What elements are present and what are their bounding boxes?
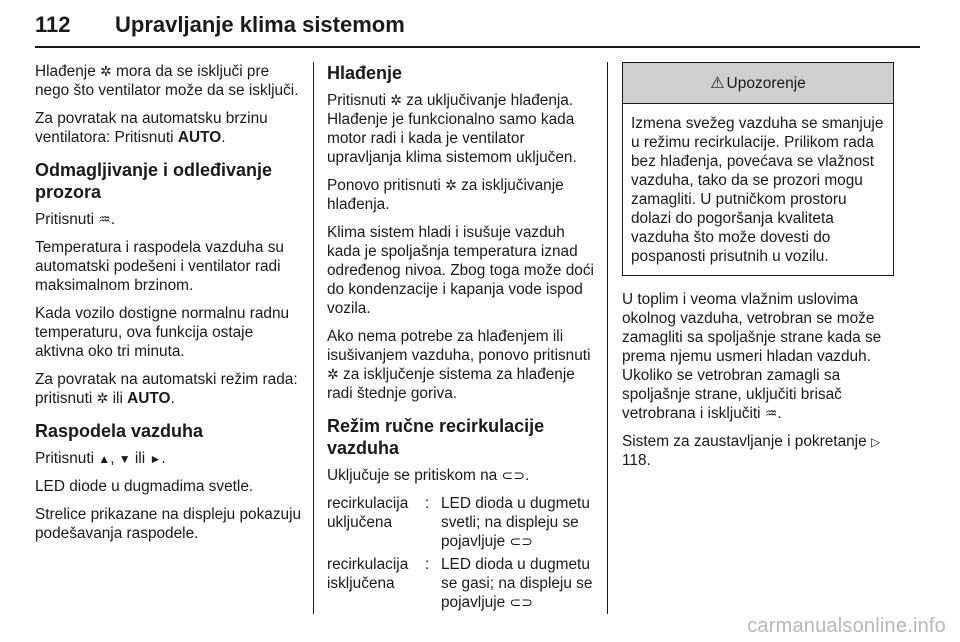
right-arrow-icon: ► [149,452,162,466]
paragraph: LED diode u dugmadima svetle. [35,478,254,495]
page-header [35,4,920,48]
auto-label: AUTO [127,390,171,407]
watermark: carmanualsonline.info [747,615,946,637]
down-arrow-icon: ▼ [118,452,131,466]
warning-title: Upozorenje [726,74,806,92]
state-label: recirkulacija isključena [327,556,409,592]
paragraph: Pritisnuti ✲ za uključivanje hlađenja. Hlađenje je funkcionalno samo kada motor radi i kada je ventilator upravljanja klima sistemom uključen. [327,92,577,166]
recirculation-off-icon: ⊂⊃ [509,594,533,610]
separator: : [425,556,430,573]
list-item [327,494,599,551]
auto-label: AUTO [177,129,222,146]
column-1 [35,62,305,552]
page-reference[interactable]: 118 [622,452,647,469]
page-ref-icon: ▷ [870,435,881,449]
column-3 [622,62,894,479]
section-heading-cooling: Hlađenje [327,63,403,83]
paragraph: Za povratak na automatski režim rada: pritisnuti ✲ ili AUTO. [35,371,298,407]
paragraph: Temperatura i raspodela vazduha su automatski podešeni i ventilator radi maksimalnom brzinom. [35,239,284,294]
recirculation-icon: ⊂⊃ [501,467,525,483]
paragraph: U toplim i veoma vlažnim uslovima okolnog vazduha, vetrobran se može zamagliti sa spoljašnje strane kada se prema njemu usmeri hladan vazduh. Ukoliko se vetrobran zamagli sa spoljašnje strane, uključiti brisač vetrobrana i isključiti ♒. [622,291,882,422]
paragraph: Hlađenje ✲ mora da se isključi pre nego što ventilator može da se isključi. [35,63,299,99]
column-divider-1 [313,62,314,614]
separator: : [425,495,430,512]
section-heading-distribution: Raspodela vazduha [35,421,204,441]
column-divider-2 [607,62,608,614]
paragraph: Pritisnuti ♒. [35,211,116,228]
recirculation-on-icon: ⊂⊃ [509,533,533,549]
paragraph: Ako nema potrebe za hlađenjem ili isušivanjem vazduha, ponovo pritisnuti ✲ za isključenje sistema za hlađenje radi štednje goriva. [327,328,591,402]
warning-header [623,63,893,104]
list-item [327,555,599,612]
paragraph: Klima sistem hladi i isušuje vazduh kada je spoljašnja temperatura iznad određenog nivoa. Zbog toga može doći do kondenzacije i kapanja vode ispod vozila. [327,224,594,317]
state-description: LED dioda u dugmetu se gasi; na displeju se pojavljuje ⊂⊃ [441,556,593,611]
state-label: recirkulacija uključena [327,495,409,531]
warning-icon: ⚠ [710,74,725,92]
page-title: Upravljanje klima sistemom [115,12,405,37]
warning-box [622,62,894,276]
snowflake-icon: ✲ [100,63,112,79]
snowflake-icon: ✲ [96,390,109,406]
paragraph: Strelice prikazane na displeju pokazuju podešavanja raspodele. [35,506,302,542]
paragraph: Pritisnuti ▲, ▼ ili ►. [35,450,166,467]
snowflake-icon: ✲ [390,92,403,108]
paragraph: Za povratak na automatsku brzinu ventilatora: Pritisnuti AUTO. [35,110,268,146]
up-arrow-icon: ▲ [98,452,111,466]
paragraph: Ponovo pritisnuti ✲ za isključivanje hlađenja. [327,177,564,213]
column-2 [327,62,599,616]
snowflake-icon: ✲ [445,177,457,193]
paragraph: Sistem za zaustavljanje i pokretanje ▷ 118. [622,433,881,469]
section-heading-recirculation: Režim ručne recirkulacije vazduha [327,416,545,458]
state-description: LED dioda u dugmetu svetli; na displeju se pojavljuje ⊂⊃ [441,495,590,550]
snowflake-icon: ✲ [327,366,339,382]
defrost-icon: ♒ [98,211,111,227]
paragraph: Uključuje se pritiskom na ⊂⊃. [327,467,530,484]
warning-text: Izmena svežeg vazduha se smanjuje u režimu recirkulacije. Prilikom rada bez hlađenja, povećava se vlažnost vazduha, tako da se prozori mogu zamagliti. U putničkom prostoru dolazi do pogoršanja kvaliteta vazduha što može dovesti do pospanosti prisutnih u vozilu. [631,115,884,265]
defrost-icon: ♒ [764,405,778,421]
page-number: 112 [35,12,71,37]
paragraph: Kada vozilo dostigne normalnu radnu temperaturu, ova funkcija ostaje aktivna oko tri minuta. [35,305,290,360]
section-heading-defrost: Odmagljivanje i odleđivanje prozora [35,160,273,202]
recirculation-states [327,494,599,612]
